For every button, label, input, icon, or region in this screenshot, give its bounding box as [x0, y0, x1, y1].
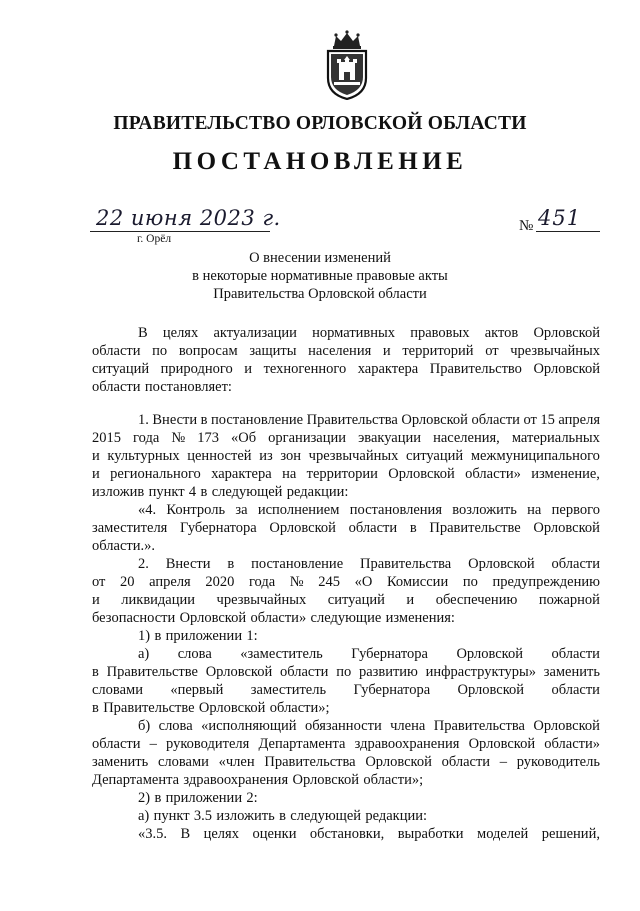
word: области»; — [363, 772, 424, 788]
word: межмуниципального — [470, 448, 600, 464]
paragraph — [92, 411, 600, 501]
subject-line: в некоторые нормативные правовые акты — [192, 268, 448, 284]
word: «исполняющий — [201, 718, 297, 734]
word: Орловской — [205, 664, 273, 680]
word: Правительства — [433, 718, 525, 734]
word: области — [348, 520, 398, 536]
word: на — [527, 502, 542, 518]
word: от — [523, 412, 537, 428]
word: за — [235, 502, 248, 518]
subject-line: Правительства Орловской области — [213, 286, 427, 302]
word: 2020 — [205, 574, 235, 590]
word: ситуаций — [92, 361, 150, 377]
word: и — [406, 592, 415, 608]
word: развитию — [358, 664, 418, 680]
word: члена — [390, 718, 426, 734]
word: Орловской — [365, 754, 432, 770]
word: слова — [158, 718, 193, 734]
word: исполнением — [257, 502, 340, 518]
word: области — [471, 412, 520, 428]
word: Орловской — [468, 556, 535, 572]
word: «О — [354, 574, 373, 590]
word: Орловской — [292, 772, 360, 788]
paragraph — [92, 324, 600, 396]
word: Орловской — [468, 736, 536, 752]
word: Орловской — [401, 412, 468, 428]
paragraph-gap — [92, 396, 600, 411]
word: в — [92, 664, 99, 680]
word: и — [92, 466, 100, 482]
word: изменение, — [531, 466, 600, 482]
word: постановление — [251, 556, 344, 572]
text-line — [92, 573, 600, 591]
text-line — [92, 681, 600, 699]
text-line — [92, 342, 600, 360]
word: редакции: — [286, 484, 349, 500]
word: заместитель — [250, 682, 327, 698]
word: руководитель — [516, 754, 600, 770]
text-line — [92, 537, 600, 555]
coat-of-arms-icon — [322, 30, 372, 100]
word: нормативных — [312, 325, 396, 341]
word: Правительства — [306, 412, 398, 428]
word: в — [200, 484, 208, 500]
word: по — [336, 664, 352, 680]
word: года — [133, 430, 160, 446]
word: Правительства — [360, 556, 452, 572]
word: области» — [544, 736, 600, 752]
word: чрезвычайных — [510, 343, 600, 359]
word: культурных — [107, 448, 180, 464]
word: Орловской — [533, 520, 600, 536]
text-line — [92, 753, 600, 771]
word: области» — [250, 610, 307, 626]
word: б) — [138, 718, 151, 734]
word: «4. — [138, 502, 157, 518]
paragraph — [92, 555, 600, 627]
word: области — [92, 343, 141, 359]
word: Губернатора — [351, 646, 428, 662]
word: 1: — [246, 628, 258, 644]
word: приложении — [165, 790, 243, 806]
text-line — [92, 555, 600, 573]
word: Губернатора — [180, 520, 257, 536]
word: постановляет: — [144, 379, 232, 395]
word: Орловской — [457, 682, 525, 698]
word: правовых — [410, 325, 470, 341]
word: в — [227, 556, 235, 572]
word: организации — [268, 430, 347, 446]
word: Правительство — [429, 361, 522, 377]
date-underline — [90, 231, 270, 232]
word: техногенного — [263, 361, 347, 377]
text-line — [92, 519, 600, 537]
word: 173 — [197, 430, 219, 446]
document-type: ПОСТАНОВЛЕНИЕ — [172, 148, 468, 175]
word: целях — [162, 325, 199, 341]
word: постановление — [211, 412, 304, 428]
word: актов — [484, 325, 519, 341]
word: целях — [203, 826, 239, 842]
word: Орловской — [198, 700, 266, 716]
word: Орловской — [456, 646, 523, 662]
word: слова — [177, 646, 212, 662]
text-line — [92, 771, 600, 789]
text-line — [92, 483, 600, 501]
text-line — [92, 324, 600, 342]
text-line — [92, 360, 600, 378]
word: первого — [551, 502, 600, 518]
word: 1. — [138, 412, 149, 428]
word: В — [180, 826, 191, 842]
text-line — [92, 807, 600, 825]
word: ценностей — [187, 448, 252, 464]
word: области»; — [269, 700, 330, 716]
word: Внести — [165, 556, 211, 572]
word: а) — [138, 646, 150, 662]
word: безопасности — [92, 610, 176, 626]
word: а) — [138, 808, 150, 824]
text-line — [92, 411, 600, 429]
word: 1) — [138, 628, 151, 644]
text-line — [92, 663, 600, 681]
word: чрезвычайных — [216, 592, 307, 608]
word: апреля — [149, 574, 191, 590]
word: актуализации — [213, 325, 297, 341]
word: заменить — [543, 664, 600, 680]
word: «3.5. — [138, 826, 167, 842]
word: пожарной — [538, 592, 600, 608]
word: следующей — [290, 808, 362, 824]
word: Орловской — [179, 610, 247, 626]
word: Внести — [152, 412, 198, 428]
word: – — [499, 754, 508, 770]
word: и — [244, 361, 253, 377]
word: и — [92, 448, 100, 464]
word: года — [248, 574, 276, 590]
word: на — [282, 466, 297, 482]
word: пункт — [148, 484, 185, 500]
handwritten-date: 22 июня 2023 г. — [96, 206, 281, 230]
word: от — [92, 574, 106, 590]
word: № — [289, 574, 304, 590]
word: регионального — [110, 466, 201, 482]
text-line — [92, 699, 600, 717]
word: изложить — [216, 808, 275, 824]
government-name: ПРАВИТЕЛЬСТВО ОРЛОВСКОЙ ОБЛАСТИ — [113, 113, 527, 134]
word: обеспечению — [435, 592, 518, 608]
word: Орловской — [269, 520, 336, 536]
word: обстановки, — [309, 826, 385, 842]
word: 15 — [540, 412, 555, 428]
word: апреля — [558, 412, 600, 428]
word: в — [200, 412, 208, 428]
word: пункт — [153, 808, 190, 824]
paragraph — [92, 789, 600, 807]
word: здравоохранения — [183, 772, 289, 788]
text-line — [92, 627, 600, 645]
word: эвакуации — [358, 430, 422, 446]
word: решений, — [541, 826, 600, 842]
paragraph — [92, 627, 600, 645]
word: и — [92, 592, 100, 608]
word: обязанности — [304, 718, 382, 734]
word: 3.5 — [193, 808, 213, 824]
word: 2: — [246, 790, 258, 806]
word: – — [149, 736, 157, 752]
word: ситуаций — [327, 592, 385, 608]
word: характера — [357, 361, 419, 377]
word: 4 — [188, 484, 197, 500]
word: моделей — [477, 826, 529, 842]
word: от — [485, 343, 499, 359]
word: Департамента — [258, 736, 346, 752]
word: здравоохранения — [354, 736, 460, 752]
city: г. Орёл — [137, 233, 172, 245]
word: изменения: — [385, 610, 455, 626]
word: в — [92, 700, 99, 716]
word: оценки — [252, 826, 297, 842]
word: области» — [465, 466, 521, 482]
text-line — [92, 645, 600, 663]
number-underline — [536, 231, 600, 232]
word: следующие — [310, 610, 382, 626]
word: 20 — [120, 574, 135, 590]
handwritten-number: 451 — [538, 206, 582, 230]
word: следующей — [211, 484, 283, 500]
word: Контроль — [166, 502, 226, 518]
decree-subject — [0, 249, 640, 303]
word: Департамента — [92, 772, 180, 788]
text-line — [92, 378, 600, 396]
word: в — [409, 520, 417, 536]
word: зон — [280, 448, 301, 464]
word: ситуаций — [406, 448, 464, 464]
word: 2) — [138, 790, 151, 806]
word: «заместитель — [240, 646, 323, 662]
word: защиты — [249, 343, 297, 359]
word: «Об — [231, 430, 257, 446]
word: словами — [92, 682, 143, 698]
word: вопросам — [178, 343, 238, 359]
word: Правительстве — [429, 520, 521, 536]
text-line — [92, 609, 600, 627]
text-line — [92, 825, 600, 843]
word: выработки — [397, 826, 464, 842]
text-line — [92, 717, 600, 735]
word: чрезвычайных — [308, 448, 399, 464]
text-line — [92, 501, 600, 519]
word: 245 — [318, 574, 340, 590]
word: постановления — [349, 502, 442, 518]
word: по — [462, 574, 478, 590]
word: «член — [218, 754, 255, 770]
word: области — [92, 379, 141, 395]
decree-body — [92, 324, 600, 843]
paragraph — [92, 645, 600, 717]
paragraph — [92, 807, 600, 825]
word: Комиссии — [386, 574, 449, 590]
word: приложении — [165, 628, 243, 644]
word: территорий — [402, 343, 474, 359]
text-line — [92, 447, 600, 465]
word: характера — [211, 466, 272, 482]
word: области.». — [92, 538, 155, 554]
word: населения — [308, 343, 372, 359]
word: Орловской — [533, 361, 600, 377]
paragraph — [92, 825, 600, 843]
word: в — [279, 808, 286, 824]
word: предупреждению — [492, 574, 600, 590]
word: Правительстве — [106, 664, 198, 680]
word: № — [171, 430, 186, 446]
word: редакции: — [365, 808, 428, 824]
word: области — [551, 646, 600, 662]
word: 2. — [138, 556, 149, 572]
word: материальных — [511, 430, 600, 446]
word: руководителя — [166, 736, 250, 752]
word: и — [382, 343, 391, 359]
number-sign: № — [519, 218, 534, 234]
word: области — [551, 556, 600, 572]
word: области — [92, 736, 141, 752]
word: в — [154, 790, 162, 806]
word: изложив — [92, 484, 145, 500]
word: словами — [157, 754, 209, 770]
word: Орловской — [388, 466, 455, 482]
word: заменить — [92, 754, 149, 770]
paragraph — [92, 501, 600, 555]
word: по — [152, 343, 168, 359]
word: «первый — [170, 682, 224, 698]
text-line — [92, 591, 600, 609]
word: населения, — [433, 430, 500, 446]
word: Губернатора — [353, 682, 431, 698]
word: области — [441, 754, 491, 770]
word: природного — [160, 361, 233, 377]
subject-line: О внесении изменений — [249, 250, 391, 266]
word: территории — [306, 466, 378, 482]
word: Орловской — [533, 325, 600, 341]
text-line — [92, 789, 600, 807]
word: возложить — [452, 502, 517, 518]
word: в — [154, 628, 162, 644]
word: Правительства — [264, 754, 356, 770]
word: области — [279, 664, 329, 680]
word: заместителя — [92, 520, 168, 536]
paragraph — [92, 717, 600, 789]
word: ликвидации — [121, 592, 196, 608]
word: Орловской — [533, 718, 600, 734]
text-line — [92, 465, 600, 483]
word: из — [259, 448, 273, 464]
text-line — [92, 429, 600, 447]
word: Правительстве — [103, 700, 195, 716]
word: 2015 — [92, 430, 121, 446]
word: инфраструктуры» — [425, 664, 536, 680]
word: области — [551, 682, 600, 698]
word: В — [138, 325, 148, 341]
text-line — [92, 735, 600, 753]
